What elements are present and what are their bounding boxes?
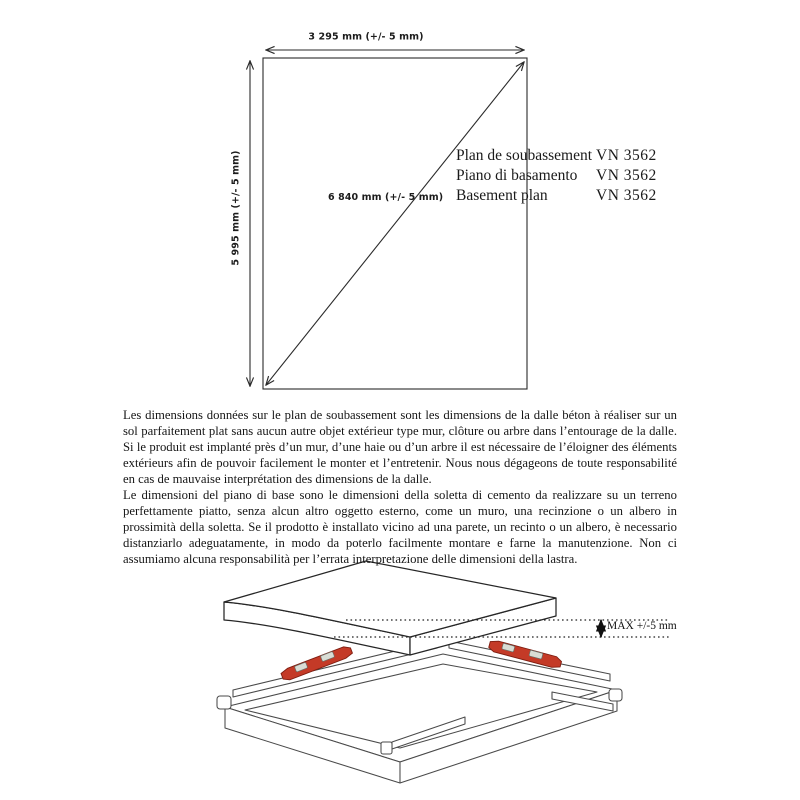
paragraph-italian: Le dimensioni del piano di base sono le dimensioni della soletta di cemento da realizzare su un terreno perfettamente piatto, senza alcun altro oggetto esterno, come un muro, una recinzione o un albero in prossimità della soletta. Se il prodotto è installato vicino ad una parete, un recinto o un albero, è necessario distanziarlo adeguatamente, in modo da poterlo facilmente montare e farne la manutenzione. Non ci assumiamo alcuna responsabilità per l’errata interpretazione delle dimensioni della lastra. (123, 488, 677, 566)
diagonal-dimension-label: 6 840 mm (+/- 5 mm) (328, 192, 444, 203)
basement-plan-diagram (250, 50, 527, 389)
title-code-en: VN 3562 (596, 187, 657, 204)
frame-corner-tab-right (609, 689, 622, 701)
max-tolerance-label: MAX +/-5 mm (607, 620, 677, 632)
tolerance-isometric-diagram (217, 561, 670, 783)
title-row-fr (456, 146, 657, 166)
title-label-en: Basement plan (456, 187, 548, 204)
title-label-it: Piano di basamento (456, 167, 578, 184)
frame-corner-tab-left (217, 696, 231, 709)
concrete-slab-drawing (224, 561, 556, 655)
title-code-fr: VN 3562 (596, 147, 657, 164)
paragraph-french: Les dimensions données sur le plan de soubassement sont les dimensions de la dalle béton à réaliser sur un sol parfaitement plat sans aucun autre objet extérieur type mur, clôture ou arbre dans l’entourage de la dalle. Si le produit est implanté près d’un mur, d’une haie ou d’un arbre il est nécessaire de l’éloigner des éléments extérieurs afin de pouvoir facilement le monter et l’entretenir. Nous nous dégageons de toute responsabilité en cas de mauvaise interprétation des dimensions de la dalle. (123, 408, 677, 486)
title-row-en (456, 186, 657, 206)
title-block (456, 146, 657, 206)
width-dimension-label: 3 295 mm (+/- 5 mm) (308, 31, 424, 43)
height-dimension-label: 5 995 mm (+/- 5 mm) (230, 150, 242, 266)
title-label-fr: Plan de soubassement (456, 147, 593, 164)
description-text (123, 407, 677, 567)
diagonal-dimension-line (266, 62, 524, 385)
title-row-it (456, 166, 657, 186)
title-code-it: VN 3562 (596, 167, 657, 184)
frame-tab-short-left (381, 742, 392, 754)
